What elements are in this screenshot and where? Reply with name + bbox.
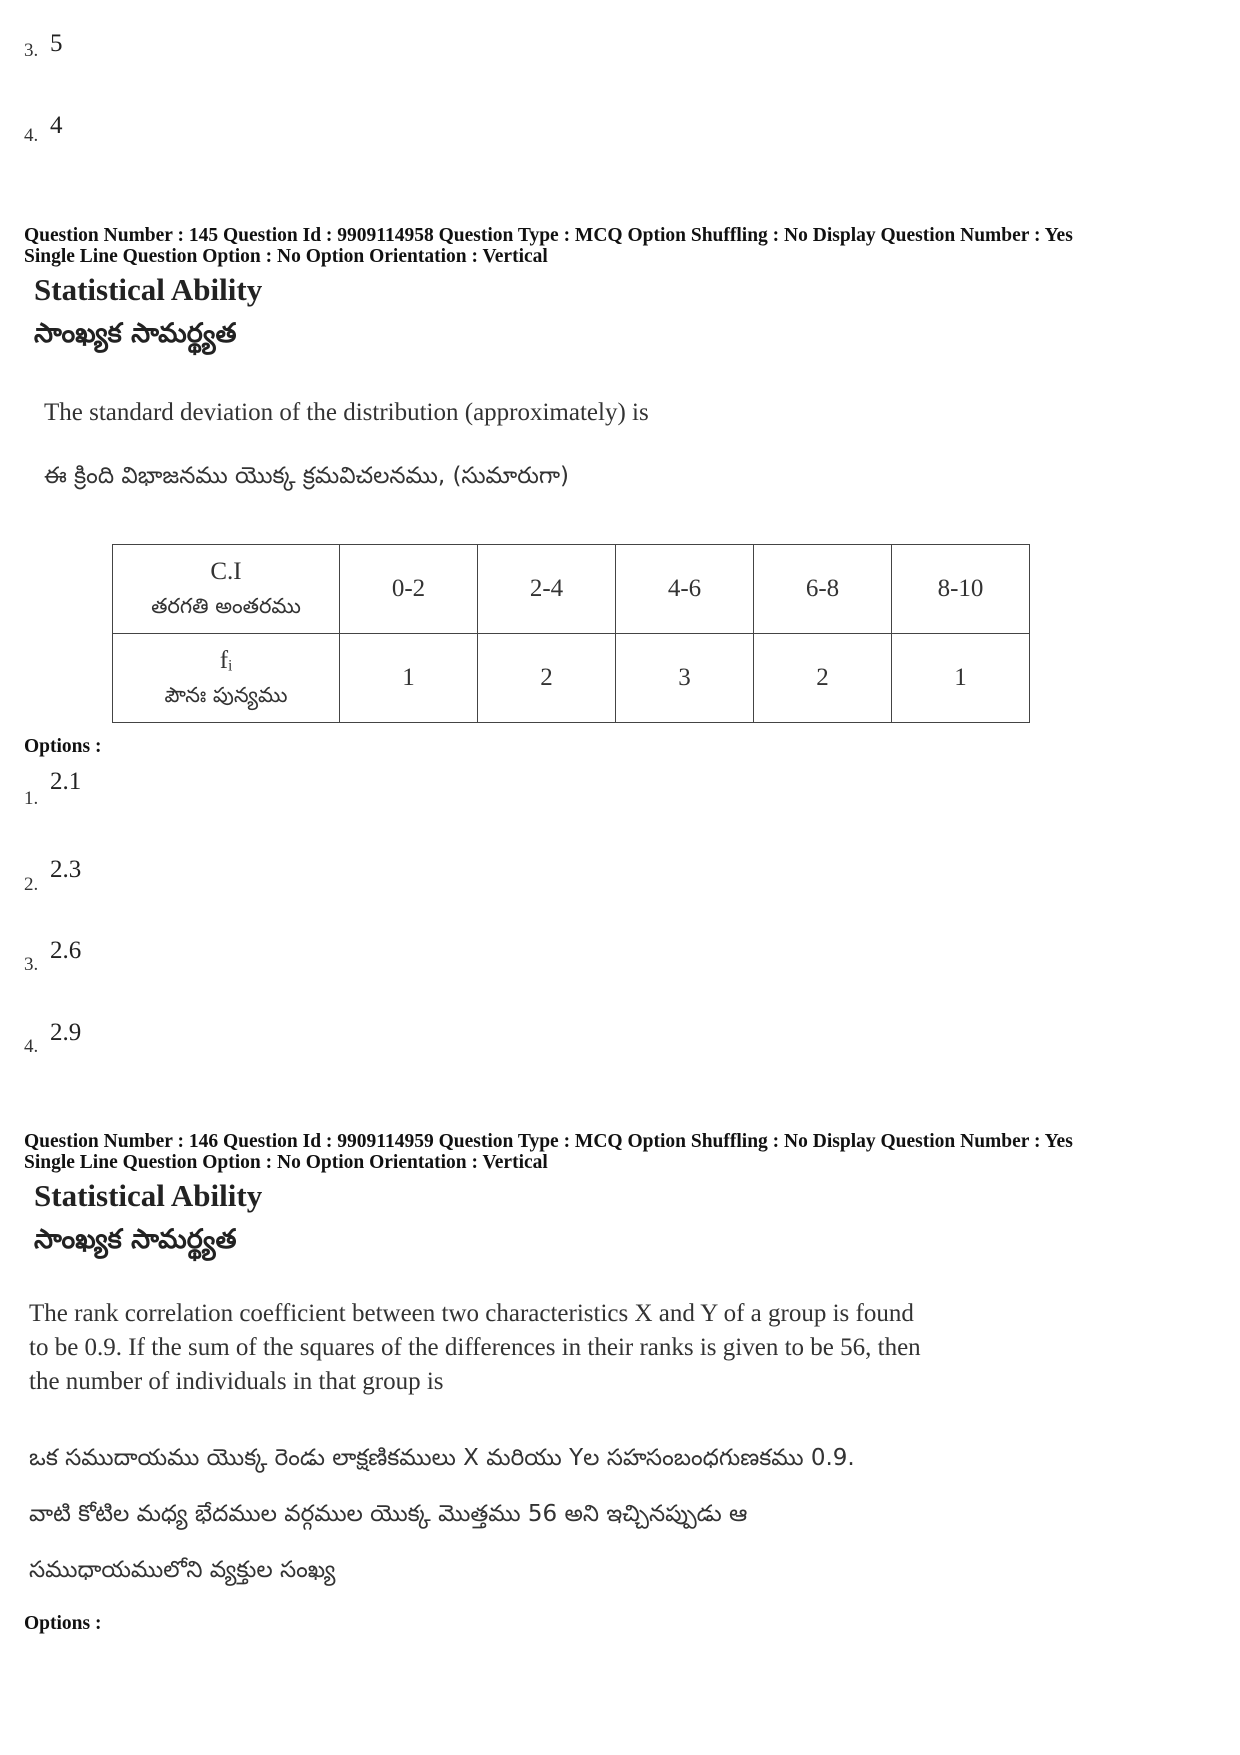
class-interval-row xyxy=(113,545,1030,634)
q145-option-2-value: 2.3 xyxy=(50,856,82,883)
class-interval-header-cell xyxy=(113,545,340,634)
q145-option-4-number: 4. xyxy=(24,1036,39,1057)
class-interval-label-english: C.I xyxy=(210,558,242,585)
prev-option-4-number: 4. xyxy=(24,125,39,146)
q146-meta-line-1: Question Number : 146 Question Id : 9909114959 Question Type : MCQ Option Shuffling : No Display Question Number : Yes xyxy=(24,1131,1073,1152)
prev-option-4-value: 4 xyxy=(50,112,63,139)
frequency-cell: 3 xyxy=(616,634,754,723)
q146-question-telugu xyxy=(29,1430,855,1598)
interval-cell: 4-6 xyxy=(616,545,754,634)
frequency-cell: 1 xyxy=(892,634,1030,723)
q145-option-1-number: 1. xyxy=(24,788,39,809)
prev-option-3-value: 5 xyxy=(50,30,63,57)
q146-question-english-line: the number of individuals in that group is xyxy=(29,1368,444,1395)
q146-question-english-line: The rank correlation coefficient between two characteristics X and Y of a group is found xyxy=(29,1300,914,1327)
q145-question-telugu: ఈ క్రింది విభాజనము యొక్క క్రమవిచలనము, (సుమారుగా) xyxy=(44,463,570,489)
interval-cell: 2-4 xyxy=(478,545,616,634)
frequency-header-cell xyxy=(113,634,340,723)
q146-question-telugu-line: వాటి కోటిల మధ్య భేదముల వర్గముల యొక్క మొత్తము 56 అని ఇచ్చినప్పుడు ఆ xyxy=(29,1501,748,1527)
q145-question-english: The standard deviation of the distribution (approximately) is xyxy=(44,399,649,426)
q145-option-4-value: 2.9 xyxy=(50,1019,82,1046)
q146-question-telugu-line: ఒక సముదాయము యొక్క రెండు లాక్షణికములు X మరియు Yల సహసంబంధగుణకము 0.9. xyxy=(29,1445,855,1471)
q145-option-3-value: 2.6 xyxy=(50,937,82,964)
q146-options-label: Options : xyxy=(24,1613,102,1634)
frequency-label-english: fᵢ xyxy=(219,647,233,674)
frequency-distribution-table xyxy=(112,544,1030,723)
q145-option-1-value: 2.1 xyxy=(50,768,82,795)
q145-option-2-number: 2. xyxy=(24,874,39,895)
q145-subject-english: Statistical Ability xyxy=(34,272,263,307)
interval-cell: 6-8 xyxy=(754,545,892,634)
q146-question-telugu-line: సముధాయములోని వ్యక్తుల సంఖ్య xyxy=(29,1557,336,1583)
q146-subject-telugu: సాంఖ్యక సామర్థ్యత xyxy=(34,1224,237,1255)
q146-meta-line-2: Single Line Question Option : No Option Orientation : Vertical xyxy=(24,1152,548,1173)
interval-cell: 8-10 xyxy=(892,545,1030,634)
frequency-label-telugu: పౌనః పున్యము xyxy=(164,683,288,707)
q145-meta-line-1: Question Number : 145 Question Id : 9909114958 Question Type : MCQ Option Shuffling : No Display Question Number : Yes xyxy=(24,225,1073,246)
class-interval-label-telugu: తరగతి అంతరము xyxy=(151,594,301,618)
q145-options-label: Options : xyxy=(24,736,102,757)
prev-option-3-number: 3. xyxy=(24,40,39,61)
q145-subject-telugu: సాంఖ్యక సామర్థ్యత xyxy=(34,318,237,349)
interval-cell: 0-2 xyxy=(340,545,478,634)
frequency-cell: 2 xyxy=(754,634,892,723)
q145-meta-line-2: Single Line Question Option : No Option Orientation : Vertical xyxy=(24,246,548,267)
frequency-cell: 1 xyxy=(340,634,478,723)
q146-question-english xyxy=(29,1297,921,1399)
frequency-row xyxy=(113,634,1030,723)
q146-subject-english: Statistical Ability xyxy=(34,1178,263,1213)
q145-option-3-number: 3. xyxy=(24,954,39,975)
frequency-cell: 2 xyxy=(478,634,616,723)
q146-question-english-line: to be 0.9. If the sum of the squares of the differences in their ranks is given to be 56, then xyxy=(29,1334,921,1361)
